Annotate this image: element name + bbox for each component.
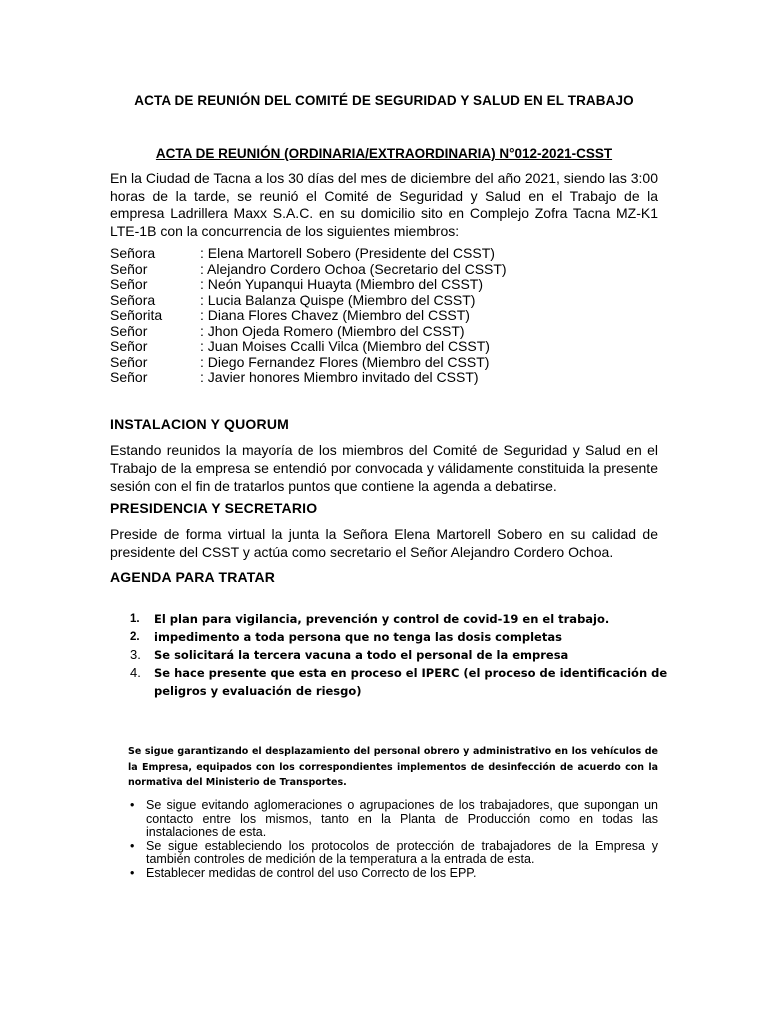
member-name: : Diana Flores Chavez (Miembro del CSST) — [200, 307, 470, 323]
member-name: : Lucia Balanza Quispe (Miembro del CSST) — [200, 291, 476, 308]
member-title: Señor — [110, 353, 148, 370]
member-name: : Jhon Ojeda Romero (Miembro del CSST) — [200, 322, 465, 339]
agenda-heading: AGENDA PARA TRATAR — [110, 569, 276, 585]
agenda-list — [130, 610, 670, 700]
agenda-item — [130, 646, 670, 664]
member-name: : Neón Yupanqui Huayta (Miembro del CSST) — [200, 276, 483, 292]
agenda-item-text: El plan para vigilancia, prevención y control de covid-19 en el trabajo. — [154, 612, 610, 626]
quorum-heading: INSTALACION Y QUORUM — [110, 416, 290, 432]
member-name: : Juan Moises Ccalli Vilca (Miembro del CSST) — [200, 338, 490, 354]
bullet-icon: • — [130, 798, 135, 812]
member-title: Señora — [110, 291, 156, 308]
measure-item — [130, 867, 658, 881]
member-title: Señor — [110, 276, 148, 292]
member-row — [110, 277, 507, 293]
member-row — [110, 370, 507, 386]
measure-text: Se sigue estableciendo los protocolos de protección de trabajadores de la Empresa y también controles de medición de la temperatura a la entrada de esta. — [146, 838, 658, 866]
presidency-heading: PRESIDENCIA Y SECRETARIO — [110, 500, 318, 516]
member-row — [110, 293, 507, 309]
agenda-item-number: 1. — [130, 613, 140, 625]
member-title: Señor — [110, 260, 148, 277]
member-title: Señor — [110, 322, 148, 339]
agenda-item-text: Se solicitará la tercera vacuna a todo el personal de la empresa — [154, 648, 569, 662]
member-title: Señor — [110, 338, 148, 354]
member-row — [110, 339, 507, 355]
member-title: Señor — [110, 369, 148, 385]
member-name: : Javier honores Miembro invitado del CSST) — [200, 369, 479, 385]
bullet-icon: • — [130, 865, 135, 880]
measure-text: Se sigue evitando aglomeraciones o agrupaciones de los trabajadores, que supongan un contacto entre los mismos, tanto en la Planta de Producción como en todas las instalaciones de esta. — [146, 798, 658, 839]
transport-guarantee-paragraph: Se sigue garantizando el desplazamiento del personal obrero y administrativo en los vehículos de la Empresa, equipados con los correspondientes implementos de desinfección de acuerdo con la normativa del Ministerio de Transportes. — [128, 746, 658, 788]
document-title: ACTA DE REUNIÓN DEL COMITÉ DE SEGURIDAD Y SALUD EN EL TRABAJO — [134, 93, 634, 108]
quorum-paragraph: Estando reunidos la mayoría de los miembros del Comité de Seguridad y Salud en el Trabajo de la empresa se entendió por convocada y válidamente constituida la presente sesión con el fin de tratarlos puntos que contiene la agenda a debatirse. — [110, 442, 658, 494]
agenda-item-number: 4. — [130, 665, 141, 680]
measure-item — [130, 840, 658, 867]
member-row — [110, 262, 507, 278]
agenda-item — [130, 610, 670, 628]
members-list — [110, 246, 507, 386]
member-title: Señorita — [110, 307, 163, 323]
document-subtitle: ACTA DE REUNIÓN (ORDINARIA/EXTRAORDINARIA) N°012-2021-CSST — [155, 146, 613, 161]
agenda-item-text: impedimento a toda persona que no tenga las dosis completas — [154, 630, 562, 644]
agenda-item-number: 3. — [130, 647, 141, 662]
member-name: : Alejandro Cordero Ochoa (Secretario del CSST) — [200, 260, 507, 277]
member-row — [110, 246, 507, 262]
agenda-item — [130, 664, 670, 700]
member-title: Señora — [110, 245, 156, 261]
measure-text: Establecer medidas de control del uso Correcto de los EPP. — [146, 865, 477, 880]
agenda-item — [130, 628, 670, 646]
intro-paragraph: En la Ciudad de Tacna a los 30 días del mes de diciembre del año 2021, siendo las 3:00 horas de la tarde, se reunió el Comité de Seguridad y Salud en el Trabajo de la empresa Ladrillera Maxx S.A.C. en su domicilio sito en Complejo Zofra Tacna MZ-K1 LTE-1B con la concurrencia de los siguientes miembros: — [110, 170, 658, 239]
agenda-item-text: Se hace presente que esta en proceso el IPERC (el proceso de identificación de peligros y evaluación de riesgo) — [154, 666, 668, 698]
member-name: : Diego Fernandez Flores (Miembro del CSST) — [200, 353, 490, 370]
measures-list — [130, 799, 658, 880]
member-name: : Elena Martorell Sobero (Presidente del CSST) — [200, 245, 495, 261]
member-row — [110, 324, 507, 340]
bullet-icon: • — [130, 838, 135, 853]
agenda-item-number: 2. — [130, 631, 140, 643]
member-row — [110, 355, 507, 371]
member-row — [110, 308, 507, 324]
measure-item — [130, 799, 658, 840]
presidency-paragraph: Preside de forma virtual la junta la Señora Elena Martorell Sobero en su calidad de presidente del CSST y actúa como secretario el Señor Alejandro Cordero Ochoa. — [110, 526, 658, 560]
